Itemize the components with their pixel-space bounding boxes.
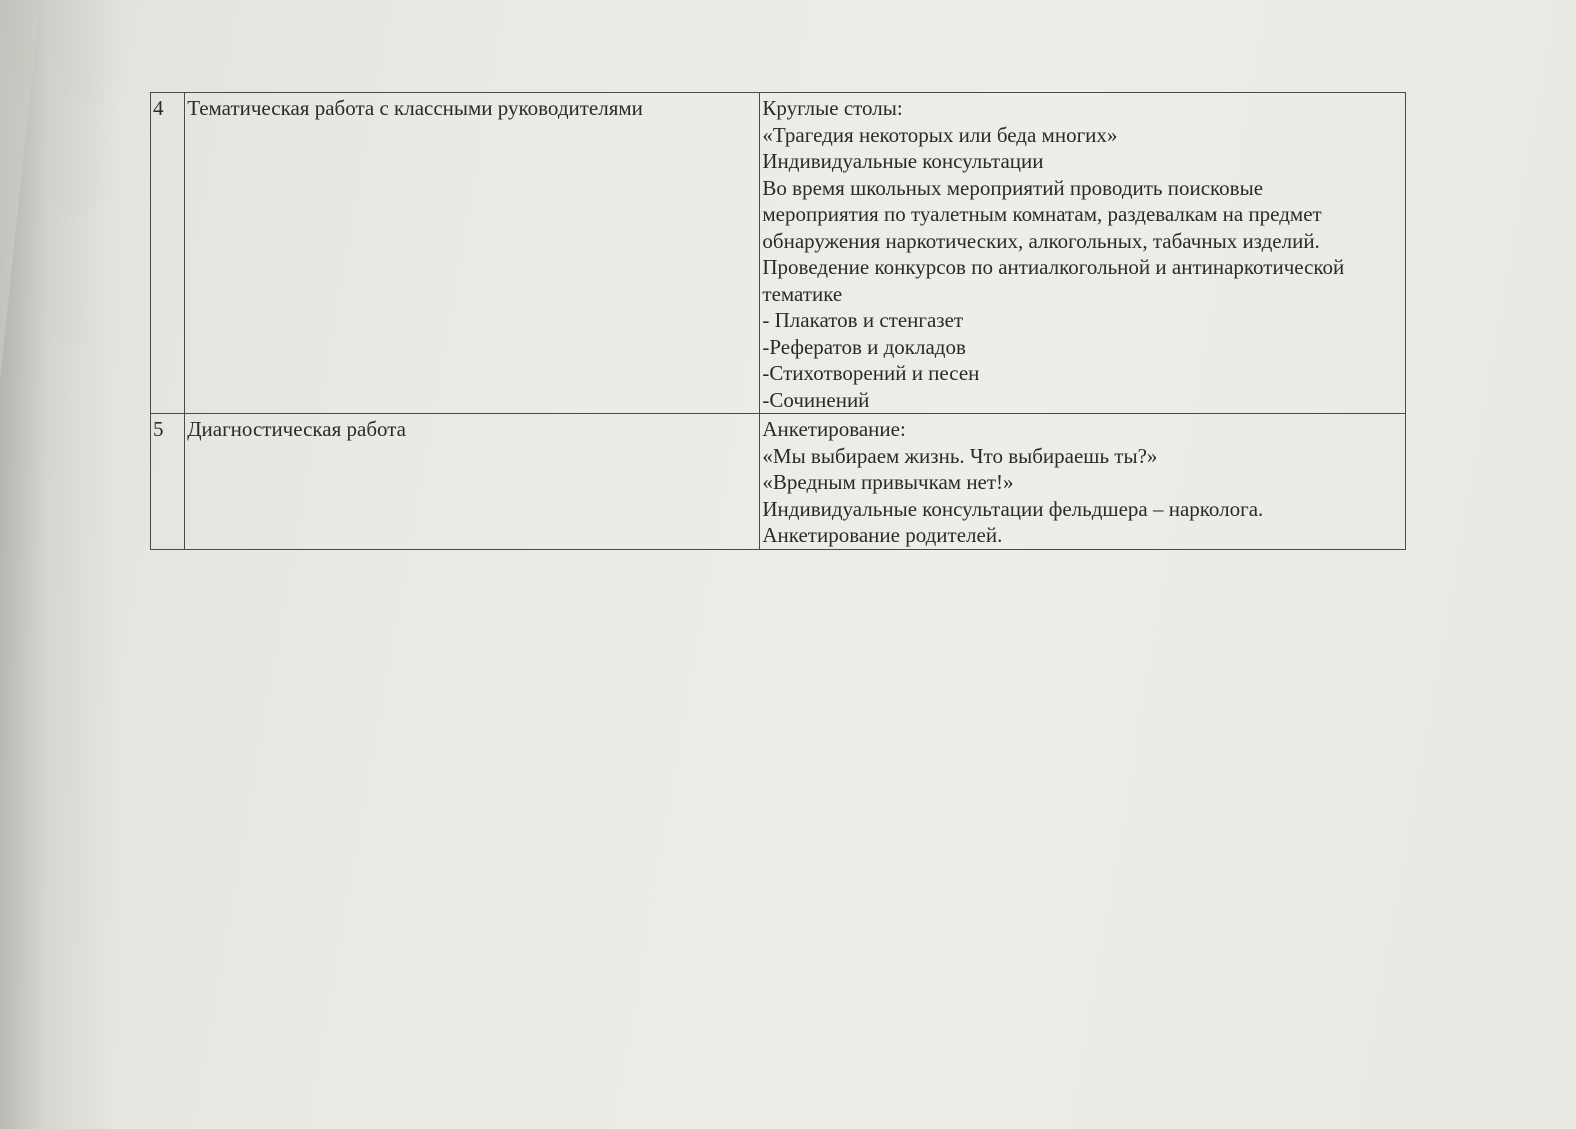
activity-line: Круглые столы: (762, 96, 903, 120)
activity-line: Индивидуальные консультации (762, 149, 1044, 173)
activity-line: «Вредным привычкам нет!» (762, 470, 1014, 494)
page-edge-shadow (0, 0, 120, 1129)
activity-line: -Стихотворений и песен (762, 361, 980, 385)
page-curl (0, 0, 40, 380)
row-direction: Тематическая работа с классными руководителями (185, 93, 760, 414)
activity-line: Во время школьных мероприятий проводить поисковые (762, 175, 1264, 200)
row-number: 4 (151, 93, 185, 414)
row-direction: Диагностическая работа (185, 414, 760, 550)
activity-line: Анкетирование: (762, 417, 906, 441)
activity-line: «Трагедия некоторых или беда многих» (762, 122, 1118, 147)
activity-line: тематике (762, 281, 843, 306)
activity-line: -Сочинений (762, 387, 870, 412)
table-row (151, 93, 1406, 414)
activity-line: обнаружения наркотических, алкогольных, табачных изделий. (762, 228, 1320, 253)
activity-line: -Рефератов и докладов (762, 334, 966, 359)
activity-line: - Плакатов и стенгазет (762, 308, 964, 332)
activity-line: Проведение конкурсов по антиалкогольной и антинаркотической (762, 255, 1345, 279)
activity-line: «Мы выбираем жизнь. Что выбираешь ты?» (762, 443, 1158, 468)
activity-line: Индивидуальные консультации фельдшера – нарколога. (762, 496, 1264, 521)
activity-line: Анкетирование родителей. (762, 523, 1003, 547)
activity-line: мероприятия по туалетным комнатам, раздевалкам на предмет (762, 202, 1322, 226)
row-activities (760, 414, 1406, 550)
row-number: 5 (151, 414, 185, 550)
table-row (151, 414, 1406, 550)
activities-table (150, 92, 1406, 550)
row-activities (760, 93, 1406, 414)
